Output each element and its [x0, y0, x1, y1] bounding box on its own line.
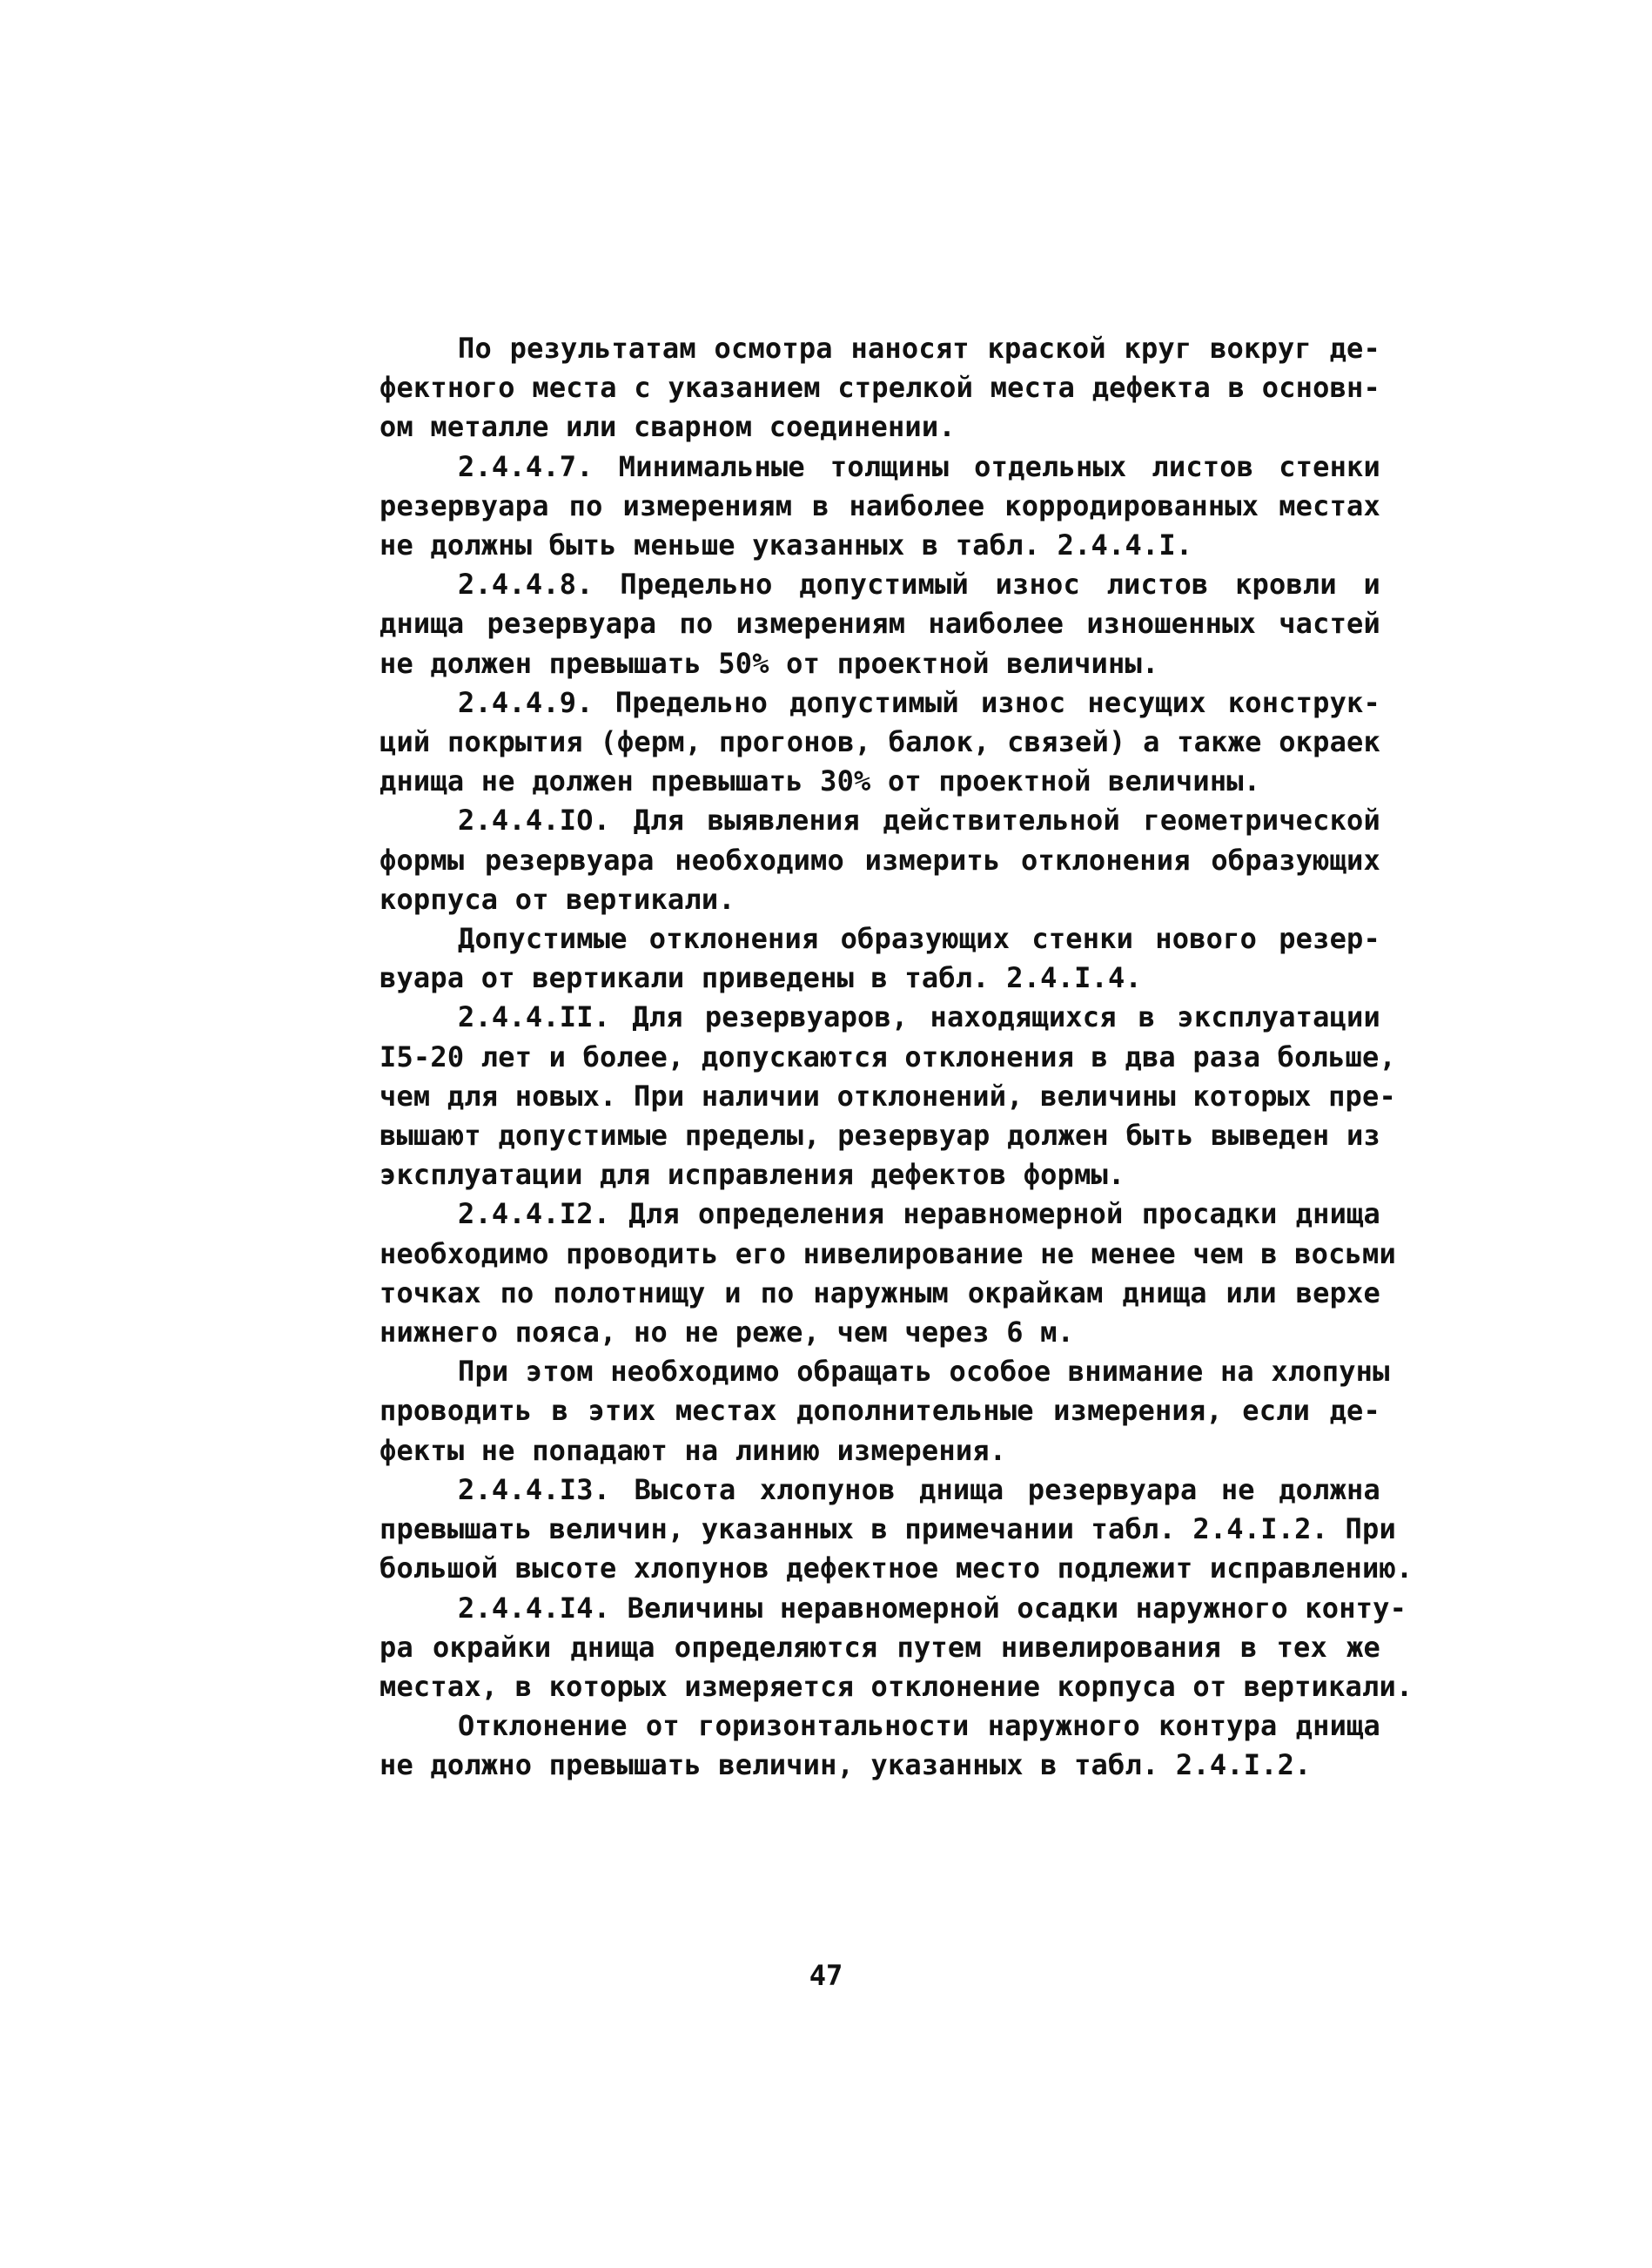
text-line: ра окрайки днища определяются путем нивелирования в тех же: [379, 1630, 1380, 1664]
text-line: фекты не попадают на линию измерения.: [379, 1433, 1007, 1467]
text-line: не должно превышать величин, указанных в табл. 2.4.I.2.: [379, 1748, 1312, 1782]
text-line: не должен превышать 50% от проектной величины.: [379, 646, 1159, 680]
paragraph-2-4-4-11: [379, 998, 1396, 1195]
text-line: днища не должен превышать 30% от проектной величины.: [379, 764, 1261, 798]
text-line: Отклонение от горизонтальности наружного контура днища: [458, 1709, 1380, 1743]
paragraph-horizontality-deviation: [379, 1706, 1380, 1785]
page-number: 47: [809, 1959, 843, 1992]
paragraph-2-4-4-12: [379, 1195, 1396, 1352]
text-line: 2.4.4.7. Минимальные толщины отдельных листов стенки: [458, 449, 1380, 483]
text-line: ом металле или сварном соединении.: [379, 410, 956, 444]
paragraph-bulges-attention: [379, 1352, 1390, 1470]
text-line: 2.4.4.9. Предельно допустимый износ несущих конструк-: [458, 685, 1380, 719]
text-line: проводить в этих местах дополнительные измерения, если де-: [379, 1394, 1380, 1428]
text-line: По результатам осмотра наносят краской круг вокруг де-: [458, 332, 1380, 365]
text-line: большой высоте хлопунов дефектное место подлежит исправлению.: [379, 1551, 1414, 1585]
text-line: точках по полотнищу и по наружным окрайкам днища или верхе: [379, 1275, 1380, 1309]
text-line: 2.4.4.I3. Высота хлопунов днища резервуара не должна: [458, 1472, 1380, 1506]
paragraph-2-4-4-14: [379, 1589, 1414, 1707]
paragraph-2-4-4-9: [379, 683, 1380, 802]
paragraph-inspection-marking: [379, 329, 1380, 448]
text-line: фектного места с указанием стрелкой места дефекта в основн-: [379, 371, 1380, 405]
paragraph-2-4-4-7: [379, 448, 1380, 566]
text-line: вышают допустимые пределы, резервуар должен быть выведен из: [379, 1119, 1380, 1153]
text-line: 2.4.4.IO. Для выявления действительной геометрической: [458, 804, 1380, 838]
text-line: днища резервуара по измерениям наиболее изношенных частей: [379, 607, 1380, 641]
paragraph-allowed-deviations: [379, 919, 1380, 998]
text-line: нижнего пояса, но не реже, чем через 6 м.: [379, 1316, 1075, 1349]
text-line: формы резервуара необходимо измерить отклонения образующих: [379, 843, 1380, 877]
text-line: не должны быть меньше указанных в табл. 2.4.4.I.: [379, 528, 1193, 562]
paragraph-2-4-4-13: [379, 1470, 1414, 1589]
text-line: местах, в которых измеряется отклонение корпуса от вертикали.: [379, 1669, 1414, 1703]
text-line: 2.4.4.8. Предельно допустимый износ листов кровли и: [458, 568, 1380, 602]
text-line: При этом необходимо обращать особое внимание на хлопуны: [458, 1355, 1390, 1389]
paragraph-2-4-4-8: [379, 565, 1380, 683]
text-line: резервуара по измерениям в наиболее корродированных местах: [379, 488, 1380, 522]
text-line: 2.4.4.II. Для резервуаров, находящихся в эксплуатации: [458, 1000, 1380, 1034]
text-line: корпуса от вертикали.: [379, 882, 735, 916]
body-text: [379, 329, 1414, 1786]
text-line: 2.4.4.I4. Величины неравномерной осадки наружного конту-: [458, 1591, 1407, 1625]
text-line: необходимо проводить его нивелирование не менее чем в восьми: [379, 1236, 1396, 1270]
text-line: превышать величин, указанных в примечании табл. 2.4.I.2. При: [379, 1512, 1396, 1546]
text-line: Допустимые отклонения образующих стенки нового резер-: [458, 922, 1380, 956]
text-line: I5-20 лет и более, допускаются отклонения в два раза больше,: [379, 1040, 1396, 1073]
text-line: ций покрытия (ферм, прогонов, балок, связей) а также окраек: [379, 725, 1380, 759]
text-line: эксплуатации для исправления дефектов формы.: [379, 1158, 1125, 1192]
text-line: 2.4.4.I2. Для определения неравномерной просадки днища: [458, 1197, 1380, 1231]
paragraph-2-4-4-10: [379, 801, 1380, 919]
text-line: чем для новых. При наличии отклонений, величины которых пре-: [379, 1079, 1396, 1113]
text-line: вуара от вертикали приведены в табл. 2.4.I.4.: [379, 961, 1142, 995]
